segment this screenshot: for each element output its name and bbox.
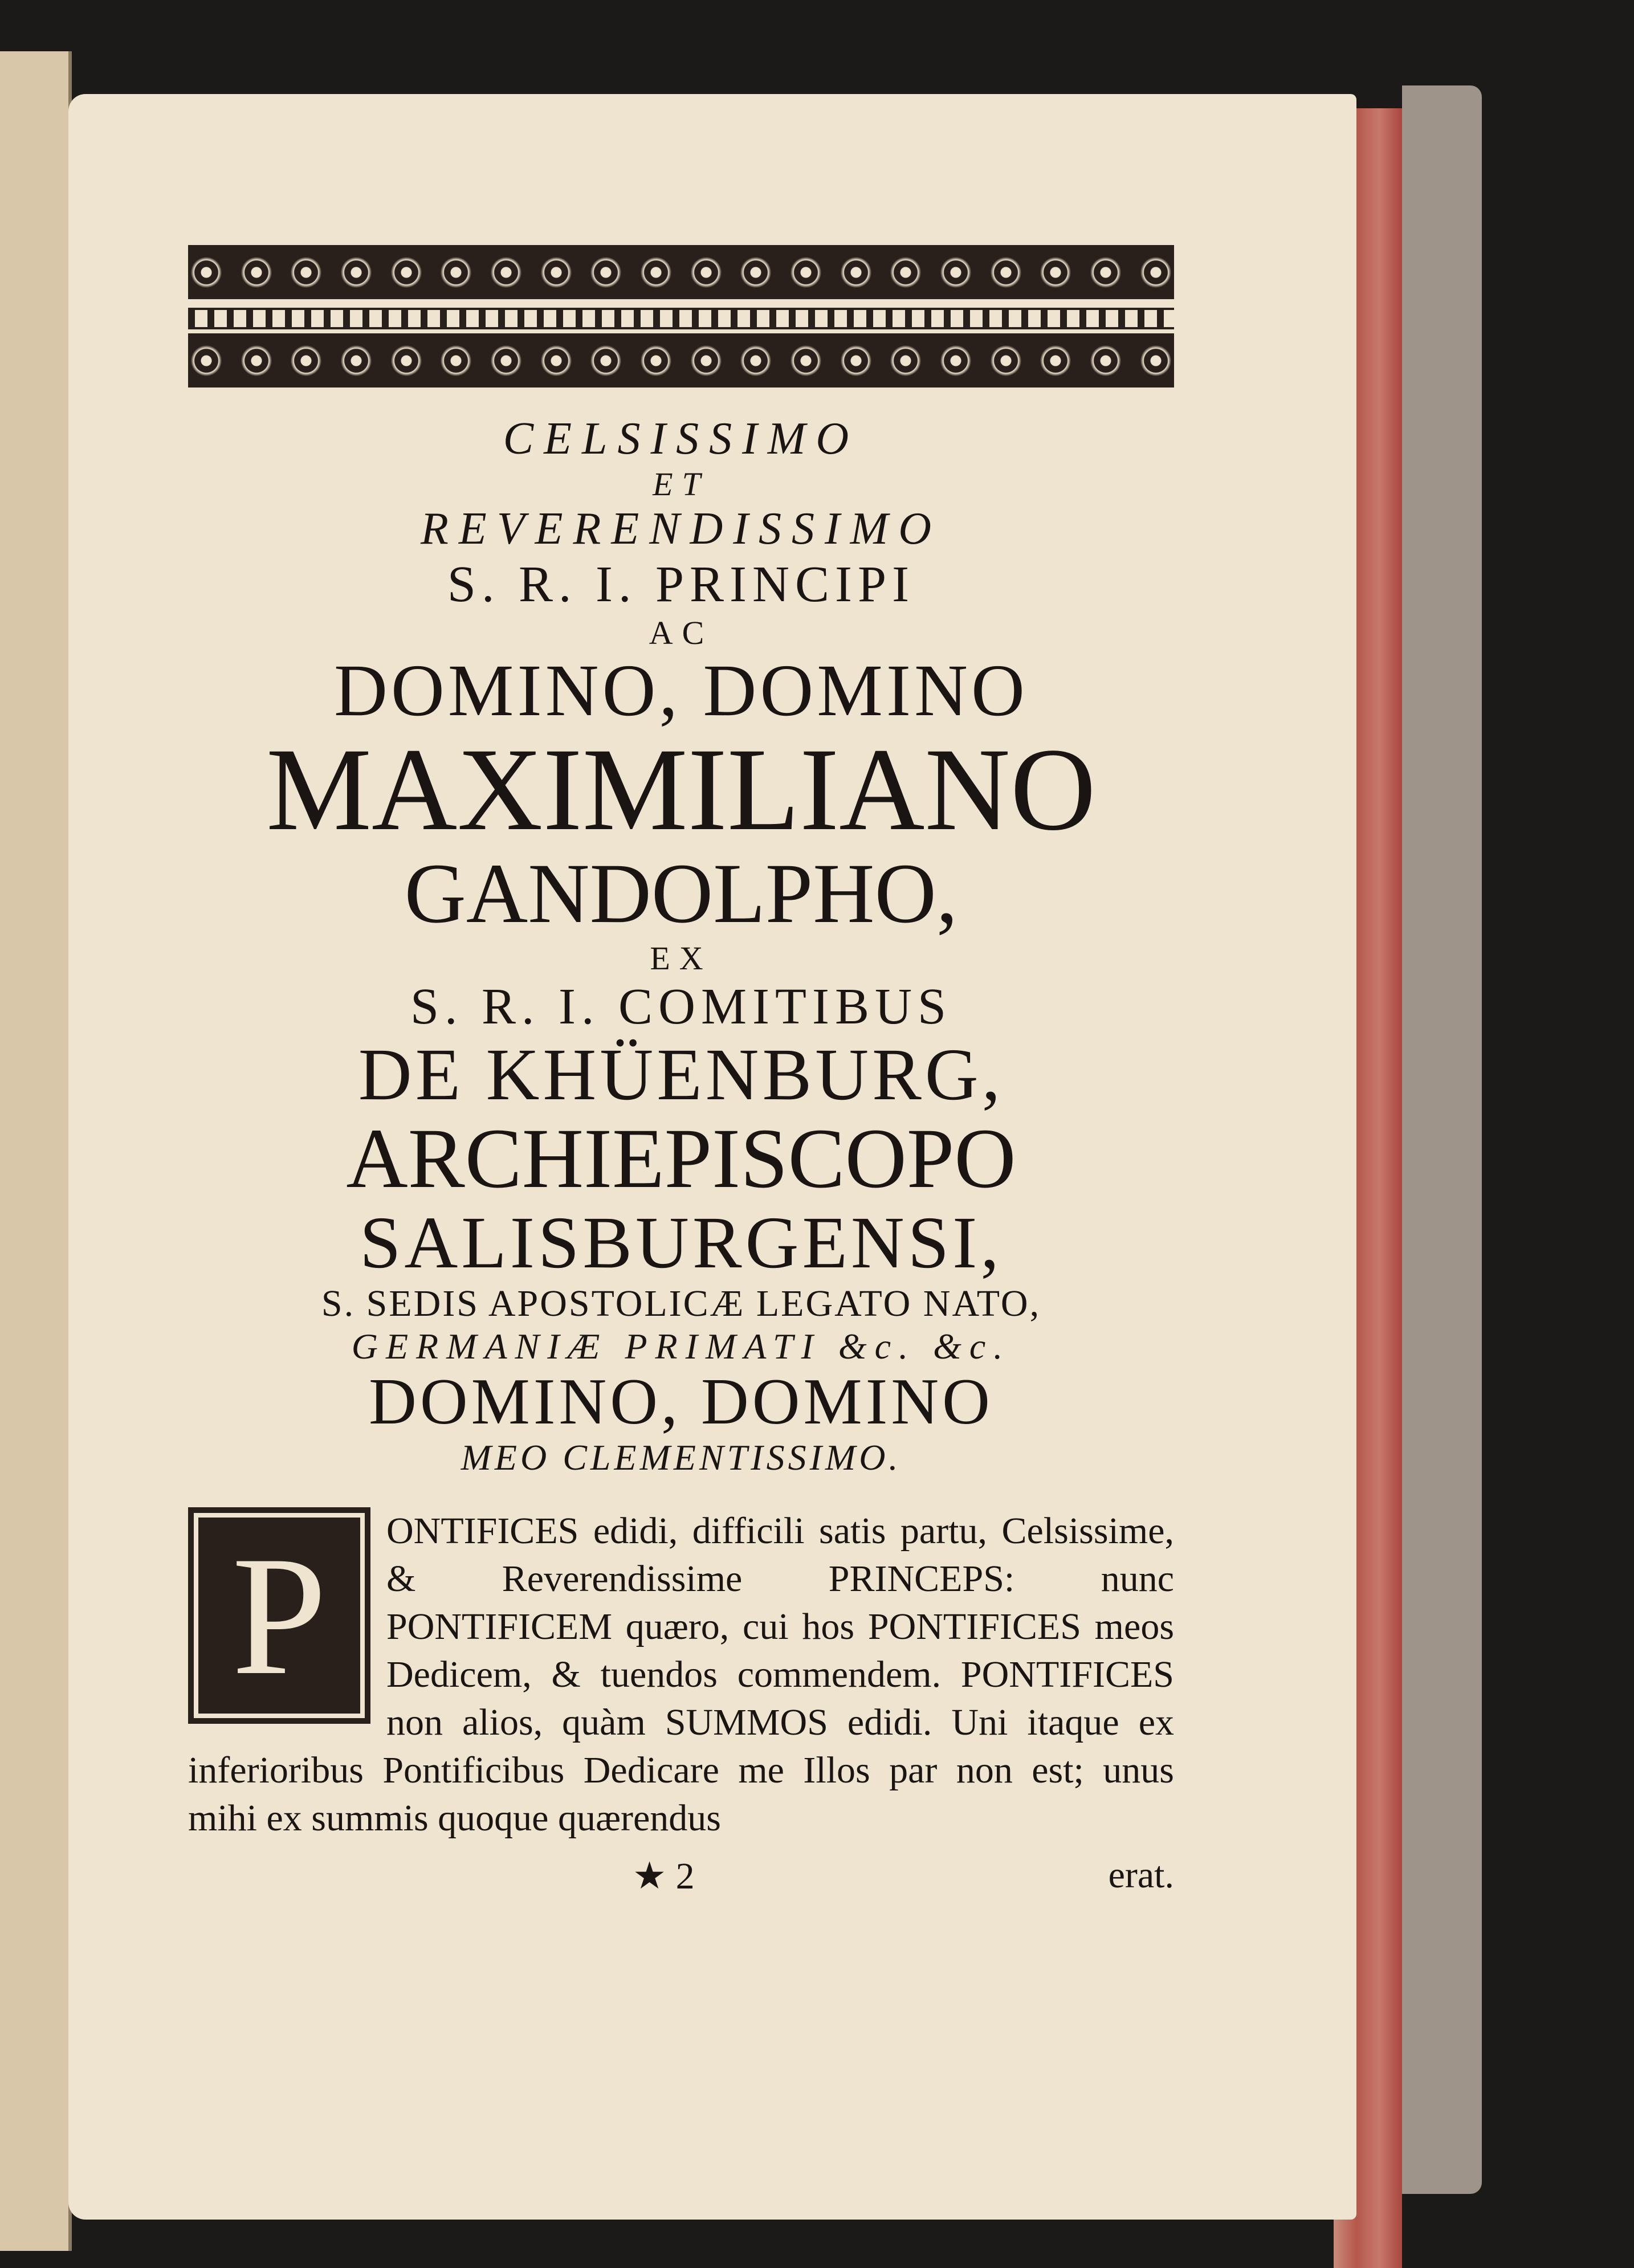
body-text: ONTIFICES edidi, difficili satis partu, Celsissime, & Reverendissime PRINCEPS: nunc PONTIFICEM quæro, cui hos PONTIFICES meos Dedicem, & tuendos commendem. PONTIFICES non alios, quàm SUMMOS edidi. Uni itaque ex inferioribus Pontificibus Dedicare me Illos par non est; unus mihi ex summis quoque quærendus [188, 1510, 1174, 1839]
catchword: erat. [1108, 1854, 1174, 1896]
heading-line: S. R. I. COMITIBUS [410, 978, 952, 1035]
heading-line: AC [649, 614, 714, 651]
heading-line: DOMINO, DOMINO [369, 1365, 993, 1438]
body-paragraph [188, 1507, 1174, 1842]
heading-line: MAXIMILIANO [266, 723, 1096, 855]
heading-line: MEO CLEMENTISSIMO. [461, 1437, 902, 1478]
decorated-initial: P [188, 1507, 370, 1724]
heading-line: EX [650, 939, 712, 977]
ornament-row-bottom [188, 333, 1174, 387]
heading-line: CELSISSIMO [503, 414, 859, 464]
heading-line: ARCHIEPISCOPO [346, 1111, 1016, 1206]
page-footer [188, 1854, 1174, 1905]
left-page-edge [0, 51, 72, 2251]
signature-mark: ★ 2 [633, 1855, 695, 1898]
heading-line: GANDOLPHO, [404, 846, 958, 941]
page-text [188, 245, 1174, 1905]
heading-line: SALISBURGENSI, [360, 1202, 1003, 1284]
heading-line: ET [653, 466, 710, 503]
heading-line: DOMINO, DOMINO [334, 650, 1028, 732]
heading-line: DE KHÜENBURG, [358, 1033, 1004, 1116]
ornamental-header [188, 245, 1174, 390]
ornament-row-middle [188, 308, 1174, 329]
heading-line: S. R. I. PRINCIPI [447, 556, 915, 613]
heading-line: REVERENDISSIMO [420, 504, 942, 554]
heading-line: S. SEDIS APOSTOLICÆ LEGATO NATO, [321, 1282, 1041, 1324]
heading-line: GERMANIÆ PRIMATI &c. &c. [351, 1325, 1011, 1366]
ornament-row-top [188, 245, 1174, 299]
book-cover-edge [1402, 85, 1482, 2194]
